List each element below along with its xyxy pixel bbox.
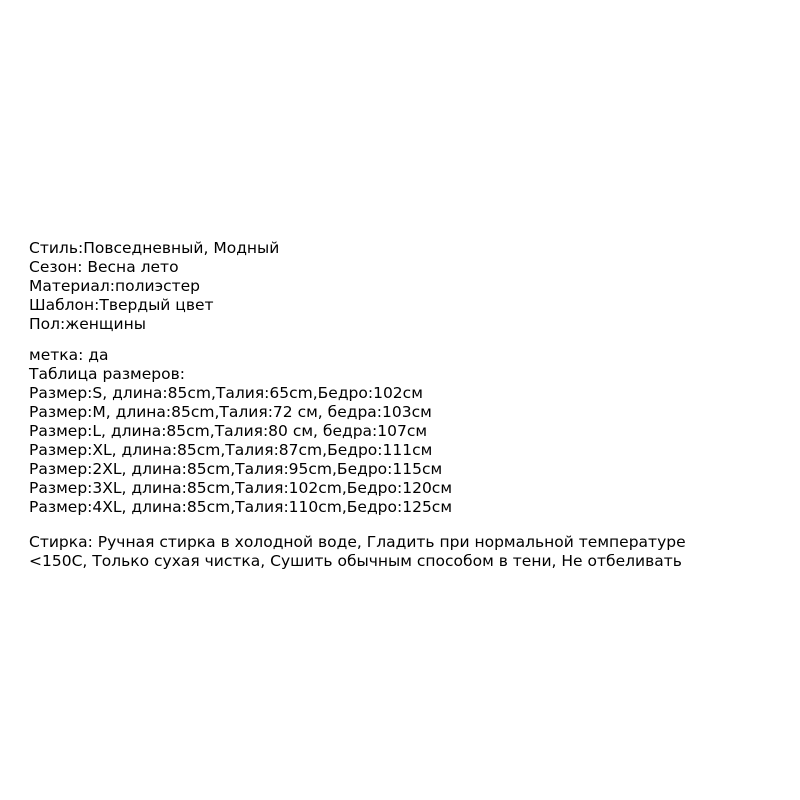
attribute-pattern: Шаблон:Твердый цвет: [29, 296, 214, 314]
label-line: метка: да: [29, 346, 109, 364]
attribute-season: Сезон: Весна лето: [29, 258, 179, 276]
size-row-s: Размер:S, длина:85cm,Талия:65cm,Бедро:102см: [29, 384, 423, 402]
attribute-style: Стиль:Повседневный, Модный: [29, 239, 280, 257]
size-section: [29, 346, 789, 517]
size-row-xl: Размер:XL, длина:85cm,Талия:87cm,Бедро:111см: [29, 441, 433, 459]
care-line-2: <150C, Только сухая чистка, Сушить обычным способом в тени, Не отбеливать: [29, 552, 682, 570]
attribute-material: Материал:полиэстер: [29, 277, 201, 295]
product-description: [29, 239, 789, 571]
size-row-3xl: Размер:3XL, длина:85cm,Талия:102cm,Бедро:120см: [29, 479, 453, 497]
attribute-gender: Пол:женщины: [29, 315, 146, 333]
care-instructions: [29, 533, 789, 571]
attributes-list: [29, 239, 789, 334]
care-line-1: Стирка: Ручная стирка в холодной воде, Гладить при нормальной температуре: [29, 533, 686, 551]
size-row-2xl: Размер:2XL, длина:85cm,Талия:95cm,Бедро:115см: [29, 460, 443, 478]
size-table-title: Таблица размеров:: [29, 365, 185, 383]
size-row-m: Размер:M, длина:85cm,Талия:72 см, бедра:103см: [29, 403, 432, 421]
size-row-4xl: Размер:4XL, длина:85cm,Талия:110cm,Бедро:125см: [29, 498, 453, 516]
size-row-l: Размер:L, длина:85cm,Талия:80 см, бедра:107см: [29, 422, 428, 440]
